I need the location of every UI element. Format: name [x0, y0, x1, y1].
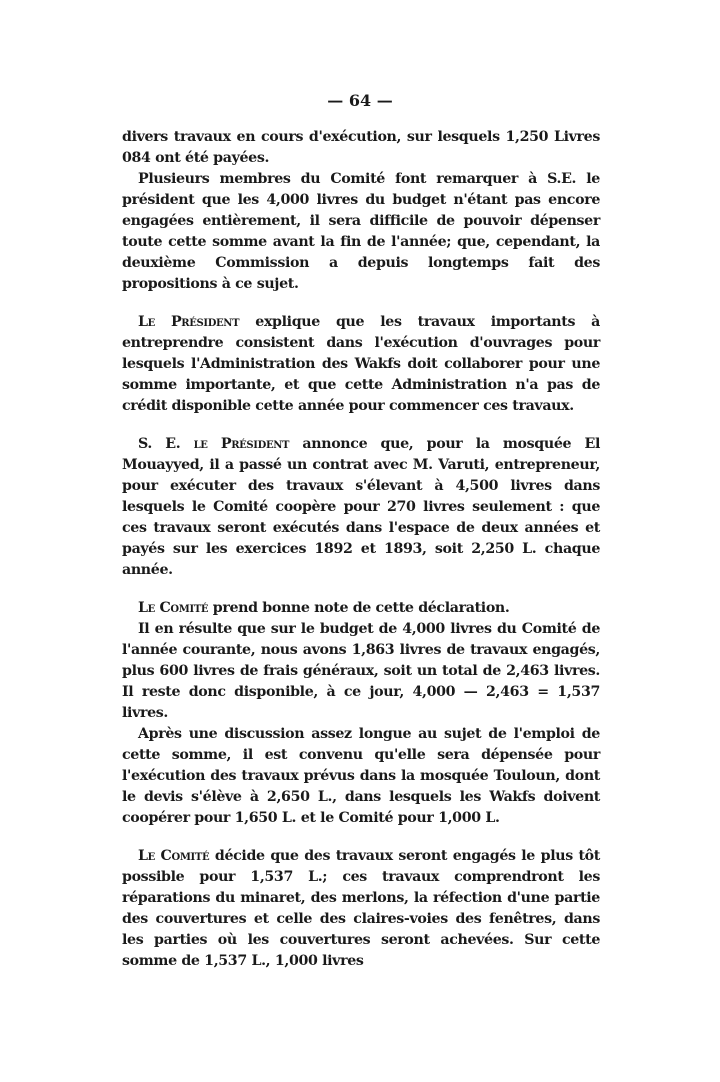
paragraph-president-announces: S. E. le Président annonce que, pour la mosquée El Mouayyed, il a passé un contrat avec M. Varuti, entrepreneur, pour exécuter des travaux s'élevant à 4,500 livres dans lesquels le Comité coopère pour 270 livres seulement : que ces travaux seront exécutés dans l'espace de deux années et payés sur les exercices 1892 et 1893, soit 2,250 L. chaque année. — [122, 436, 600, 578]
paragraph-gap — [122, 417, 600, 434]
paragraph-gap — [122, 829, 600, 846]
paragraph-committee-decides: Le Comité décide que des travaux seront engagés le plus tôt possible pour 1,537 L.; ces travaux comprendront les réparations du minaret, des merlons, la réfection d'une partie des couvertures et celle des claires-voies des fenêtres, dans les parties où les couvertures seront achevées. Sur cette somme de 1,537 L., 1,000 livres — [122, 848, 600, 969]
paragraph-gap — [122, 581, 600, 598]
paragraph-committee-notes: Le Comité prend bonne note de cette déclaration. — [138, 600, 510, 616]
page-body — [122, 127, 600, 972]
speaker-name: Le Président — [138, 314, 240, 330]
paragraph-continuation: divers travaux en cours d'exécution, sur lesquels 1,250 Livres 084 ont été payées. — [122, 129, 600, 166]
paragraph-budget-result: Il en résulte que sur le budget de 4,000 livres du Comité de l'année courante, nous avons 1,863 livres de travaux engagés, plus 600 livres de frais généraux, soit un total de 2,463 livres. Il reste donc disponible, à ce jour, 4,000 — 2,463 = 1,537 livres. — [122, 621, 600, 721]
paragraph-discussion: Après une discussion assez longue au sujet de l'emploi de cette somme, il est convenu qu'elle sera dépensée pour l'exécution des travaux prévus dans la mosquée Touloun, dont le devis s'élève à 2,650 L., dans lesquels les Wakfs doivent coopérer pour 1,650 L. et le Comité pour 1,000 L. — [122, 726, 600, 826]
paragraph-members-remark: Plusieurs membres du Comité font remarquer à S.E. le président que les 4,000 livres du budget n'étant pas encore engagées entièrement, il sera difficile de pouvoir dépenser toute cette somme avant la fin de l'année; que, cependant, la deuxième Commission a depuis longtemps fait des propositions à ce sujet. — [122, 171, 600, 292]
speaker-name: Le Comité — [138, 600, 209, 616]
paragraph-president-explains: Le Président explique que les travaux importants à entreprendre consistent dans l'exécution d'ouvrages pour lesquels l'Administration des Wakfs doit collaborer pour une somme importante, et que cette Administration n'a pas de crédit disponible cette année pour commencer ces travaux. — [122, 314, 601, 414]
speaker-name: Le Comité — [138, 848, 210, 864]
speaker-name: S. E. le Président — [138, 436, 290, 452]
paragraph-gap — [122, 295, 600, 312]
page-number: — 64 — — [327, 91, 393, 110]
